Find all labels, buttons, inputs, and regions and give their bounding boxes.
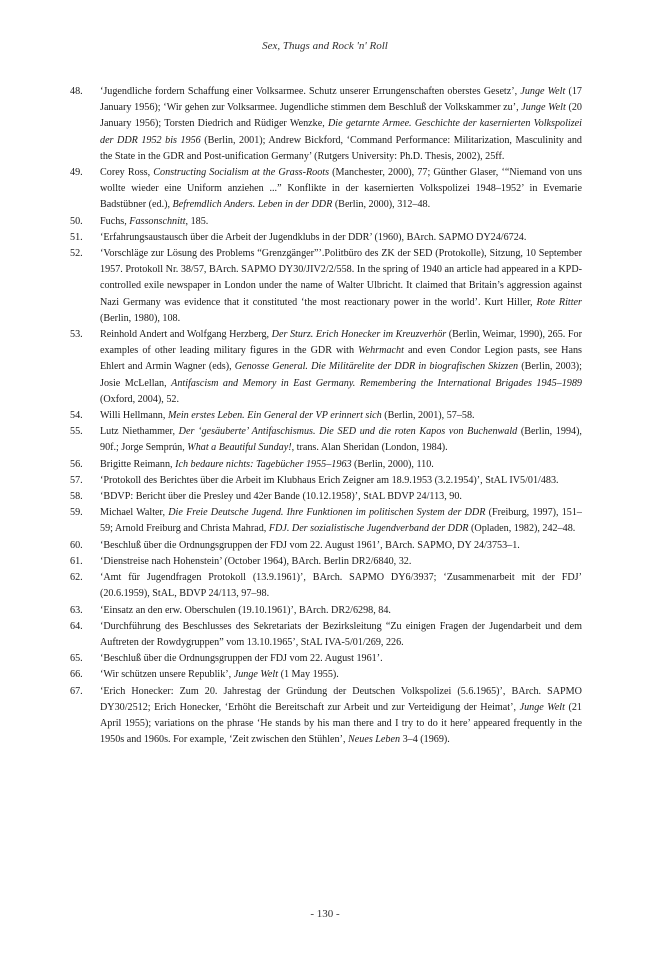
endnote-number: 64. xyxy=(70,620,83,632)
endnote-text xyxy=(100,424,582,456)
text-run: ‘Dienstreise nach Hohenstein’ (October 1964), BArch. Berlin DR2/6840, 32. xyxy=(100,555,412,567)
endnote xyxy=(70,538,582,554)
italic-title: Junge Welt xyxy=(521,102,566,114)
endnote-number: 48. xyxy=(70,86,83,97)
endnote xyxy=(70,246,582,327)
italic-title: Junge Welt xyxy=(520,86,566,97)
text-run: ‘Jugendliche fordern Schaffung einer Volksarmee. Schutz unserer Errungenschaften oberstes Gesetz’, xyxy=(100,86,521,97)
endnote-text xyxy=(100,84,582,165)
endnote-number: 57. xyxy=(70,474,83,486)
endnote xyxy=(70,230,582,246)
endnote-number: 59. xyxy=(70,507,83,519)
text-run: ‘Einsatz an den erw. Oberschulen (19.10.1961)’, BArch. DR2/6298, 84. xyxy=(100,604,391,616)
text-run: Reinhold Andert and Wolfgang Herzberg, xyxy=(100,329,272,341)
endnote-number: 61. xyxy=(70,555,83,567)
text-run: (Berlin, 2000), 110. xyxy=(351,458,434,470)
text-run: (17 January 1956); ‘Wir gehen zur Volksarmee. Jugendliche stimmen dem Beschluß der Volkskammer zu’, xyxy=(100,86,582,114)
italic-title: Die getarnte Armee. Geschichte der kasernierten Volkspolizei der DDR 1952 bis 1956 xyxy=(100,118,582,146)
page-number: - 130 - xyxy=(310,908,340,920)
endnote-number: 67. xyxy=(70,685,83,697)
italic-title: Mein erstes Leben. Ein General der VP erinnert sich xyxy=(167,410,382,422)
text-run: Corey Ross, xyxy=(100,167,154,179)
endnote xyxy=(70,651,582,667)
endnote-number: 50. xyxy=(70,215,83,227)
text-run: Brigitte Reimann, xyxy=(100,458,176,470)
italic-title: Rote Ritter xyxy=(536,296,582,308)
endnote xyxy=(70,473,582,489)
italic-title: What a Beautiful Sunday! xyxy=(187,442,292,454)
endnote-number: 55. xyxy=(70,426,83,438)
endnote-number: 62. xyxy=(70,572,83,584)
endnote-number: 56. xyxy=(70,458,83,470)
endnote-number: 63. xyxy=(70,604,83,616)
endnote xyxy=(70,408,582,424)
endnote xyxy=(70,619,582,651)
italic-title: FDJ. Der sozialistische Jugendverband der DDR xyxy=(268,523,469,535)
endnote-text xyxy=(100,570,582,602)
text-run: ‘Amt für Jugendfragen Protokoll (13.9.1961)’, BArch. SAPMO DY6/3937; ‘Zusammenarbeit mit der FDJ’ (20.6.1959), StAL, BDVP 24/113, 97–98. xyxy=(100,572,582,600)
endnote-text xyxy=(100,230,582,246)
endnote-text xyxy=(100,684,582,749)
italic-title: Antifascism and Memory in East Germany. Remembering the International Brigades 1945–1989 xyxy=(171,377,582,389)
text-run: (Berlin, Weimar, 1990), 265. For examples of other leading military figures in the GDR with xyxy=(100,329,582,357)
text-run: and even Condor Legion pasts, see Hans Ehlert and Armin Wagner (eds), xyxy=(100,345,582,373)
text-run: Fuchs, xyxy=(100,215,130,227)
text-run: (21 April 1955); variations on the phrase ‘He stands by his man there and I try to do it here’ appeared frequently in the 1950s and 1960s. For example, ‘Zeit zwischen den Stühlen’, xyxy=(100,701,582,746)
text-run: (Berlin, 1994), 90f.; Jorge Semprún, xyxy=(100,426,582,454)
text-run: ‘Erich Honecker: Zum 20. Jahrestag der Gründung der Deutschen Volkspolizei (5.6.1965)’, BArch. SAPMO DY30/2512; Erich Honecker, ‘Erhöht die Bereitschaft zur Arbeit und zur Verteidigung der Heimat’, xyxy=(100,685,582,713)
endnote-text xyxy=(100,246,582,327)
endnotes-list xyxy=(70,84,582,748)
endnote xyxy=(70,667,582,683)
italic-title: Der ‘gesäuberte’ Antifaschismus. Die SED und die roten Kapos von Buchenwald xyxy=(178,426,518,438)
endnote-text xyxy=(100,457,582,473)
text-run: ‘Beschluß über die Ordnungsgruppen der FDJ vom 22. August 1961’. xyxy=(100,653,383,665)
italic-title: Junge Welt xyxy=(233,669,279,681)
endnote-text xyxy=(100,505,582,537)
text-run: Lutz Niethammer, xyxy=(100,426,179,438)
endnote-text xyxy=(100,327,582,408)
italic-title: Befremdlich Anders. Leben in der DDR xyxy=(172,199,333,211)
text-run: (Opladen, 1982), 242–48. xyxy=(468,523,576,535)
endnote-text xyxy=(100,473,582,489)
endnote xyxy=(70,214,582,230)
text-run: , 185. xyxy=(185,215,209,227)
endnote-number: 52. xyxy=(70,248,83,260)
endnote-text xyxy=(100,554,582,570)
endnote-number: 54. xyxy=(70,410,83,422)
italic-title: Der Sturz. Erich Honecker im Kreuzverhör xyxy=(271,329,447,341)
text-run: ‘Durchführung des Beschlusses des Sekretariats der Bezirksleitung “Zu einigen Fragen der Jugendarbeit und dem Auftreten der Rowdygruppen” vom 13.10.1965’, StAL IVA-5/01/269, 226. xyxy=(100,620,582,648)
endnote-text xyxy=(100,651,582,667)
endnote xyxy=(70,603,582,619)
endnote-text xyxy=(100,619,582,651)
italic-title: Junge Welt xyxy=(519,701,565,713)
text-run: (Berlin, 2000), 312–48. xyxy=(332,199,431,211)
endnote xyxy=(70,570,582,602)
endnote-number: 53. xyxy=(70,329,83,341)
endnote xyxy=(70,327,582,408)
text-run: (Berlin, 2003); Josie McLellan, xyxy=(100,361,582,389)
text-run: (Oxford, 2004), 52. xyxy=(100,393,180,405)
text-run: (Freiburg, 1997), 151–59; Arnold Freiburg and Christa Mahrad, xyxy=(100,507,582,535)
text-run: ‘Erfahrungsaustausch über die Arbeit der Jugendklubs in der DDR’ (1960), BArch. SAPMO DY24/6724. xyxy=(100,231,527,243)
endnote-number: 51. xyxy=(70,231,83,243)
italic-title: Neues Leben xyxy=(348,734,401,746)
endnote-text xyxy=(100,603,582,619)
text-run: 3–4 (1969). xyxy=(400,734,450,746)
italic-title: Genosse General. Die Militärelite der DDR in biografischen Skizzen xyxy=(234,361,519,373)
endnote-number: 58. xyxy=(70,491,83,503)
running-head: Sex, Thugs and Rock 'n' Roll xyxy=(262,40,388,52)
endnote-number: 49. xyxy=(70,167,83,179)
text-run: Michael Walter, xyxy=(100,507,169,519)
italic-title: Die Freie Deutsche Jugend. Ihre Funktionen im politischen System der DDR xyxy=(168,507,486,519)
text-run: (Manchester, 2000), 77; Günther Glaser, ‘“Niemand von uns wollte wieder eine Uniform anziehen ...” Konflikte in der kasernierten Volkspolizei 1948–1952’ in Evemarie Badstübner (ed.), xyxy=(100,167,582,211)
text-run: Willi Hellmann, xyxy=(100,410,168,422)
endnote-number: 66. xyxy=(70,669,83,681)
endnote xyxy=(70,505,582,537)
text-run: ‘Vorschläge zur Lösung des Problems “Grenzgänger”’.Politbüro des ZK der SED (Protokolle), Sitzung, 10 September 1957. Protokoll Nr. 38/57, BArch. SAPMO DY30/JIV2/2/558. In the spring of 1940 an article had appeared in a KPD-controlled exile newspaper in London under the name of Walter Ulbricht. It claimed that Britain’s aggression against Nazi Germany was evidence that it constituted ‘the most reactionary power in the world’. Kurt Hiller, xyxy=(100,248,582,308)
endnote-text xyxy=(100,408,582,424)
endnote xyxy=(70,554,582,570)
text-run: ‘Wir schützen unsere Republik’, xyxy=(100,669,234,681)
endnote-text xyxy=(100,538,582,554)
italic-title: Fassonschnitt xyxy=(129,215,186,227)
italic-title: Wehrmacht xyxy=(358,345,404,357)
endnote-number: 60. xyxy=(70,539,83,551)
italic-title: Ich bedaure nichts: Tagebücher 1955–1963 xyxy=(175,458,352,470)
text-run: , trans. Alan Sheridan (London, 1984). xyxy=(291,442,448,454)
endnote-text xyxy=(100,165,582,214)
endnote xyxy=(70,84,582,165)
endnote xyxy=(70,165,582,214)
text-run: (Berlin, 2001), 57–58. xyxy=(381,410,475,422)
endnote xyxy=(70,424,582,456)
text-run: (Berlin, 1980), 108. xyxy=(100,312,181,324)
endnote-text xyxy=(100,667,582,683)
text-run: ‘BDVP: Bericht über die Presley und 42er Bande (10.12.1958)’, StAL BDVP 24/113, 90. xyxy=(100,491,462,503)
endnote xyxy=(70,684,582,749)
endnote xyxy=(70,457,582,473)
endnote-number: 65. xyxy=(70,653,83,665)
endnote xyxy=(70,489,582,505)
text-run: (1 May 1955). xyxy=(278,669,339,681)
text-run: ‘Protokoll des Berichtes über die Arbeit im Klubhaus Erich Zeigner am 18.9.1953 (3.2.1954)’, StAL IV5/01/483. xyxy=(100,474,559,486)
text-run: ‘Beschluß über die Ordnungsgruppen der FDJ vom 22. August 1961’, BArch. SAPMO, DY 24/3753–1. xyxy=(100,539,520,551)
italic-title: Constructing Socialism at the Grass-Roots xyxy=(153,167,330,179)
endnote-text xyxy=(100,489,582,505)
text-run: (20 January 1956); Torsten Diedrich and Rüdiger Wenzke, xyxy=(100,102,582,130)
text-run: (Berlin, 2001); Andrew Bickford, ‘Command Performance: Militarization, Masculinity and the State in the GDR and Post-unification Germany’ (Rutgers University: Ph.D. Thesis, 2002), 25ff. xyxy=(100,134,582,162)
endnote-text xyxy=(100,214,582,230)
